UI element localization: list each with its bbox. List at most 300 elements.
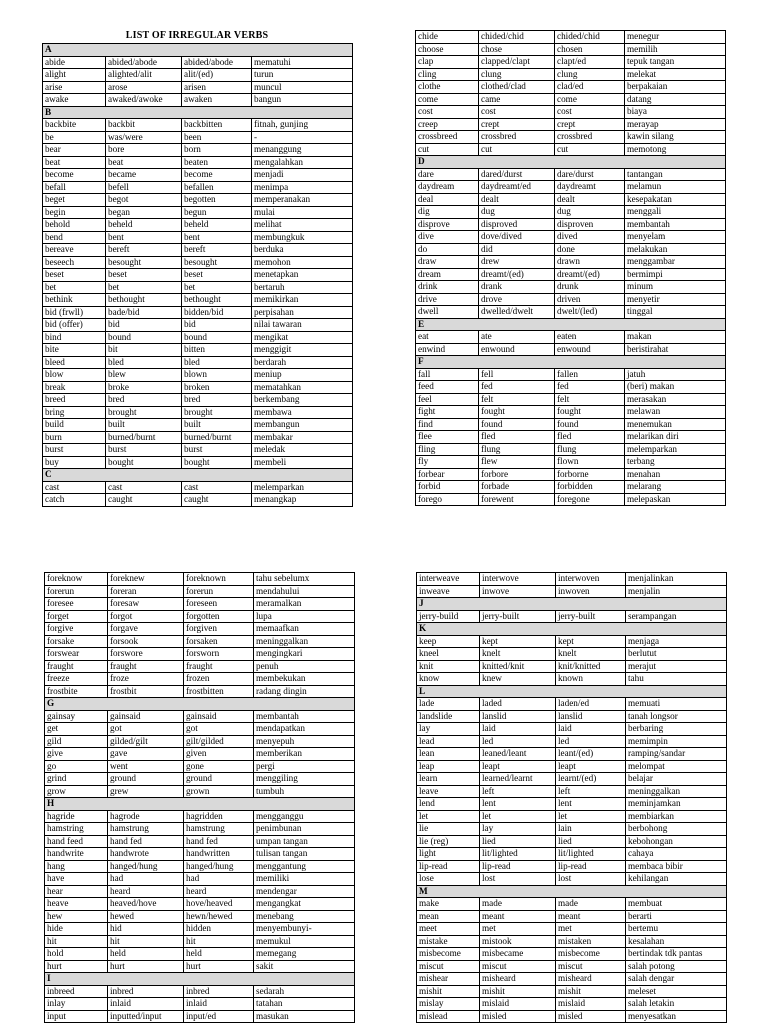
verb-base-form: mean: [417, 910, 480, 923]
verb-past-participle: crossbred: [555, 131, 625, 144]
verb-meaning: pergi: [254, 760, 355, 773]
verb-base-form: come: [416, 93, 479, 106]
verb-past-participle: lied: [556, 835, 626, 848]
verb-row: [417, 1010, 727, 1023]
verb-row: [45, 710, 355, 723]
verb-base-form: hear: [45, 885, 108, 898]
verb-row: [43, 381, 353, 394]
verb-base-form: befall: [43, 181, 106, 194]
verb-base-form: bend: [43, 231, 106, 244]
verb-meaning: lupa: [254, 610, 355, 623]
verb-base-form: beget: [43, 194, 106, 207]
verb-past-form: forbade: [479, 481, 555, 494]
verb-past-form: bet: [106, 281, 182, 294]
verb-past-participle: bidden/bid: [182, 306, 252, 319]
verb-base-form: breed: [43, 394, 106, 407]
verb-past-form: clapped/clapt: [479, 56, 555, 69]
verb-base-form: kneel: [417, 648, 480, 661]
verb-row: [417, 648, 727, 661]
verb-past-participle: found: [555, 418, 625, 431]
verb-past-participle: learnt/(ed): [556, 773, 626, 786]
letter-section-header: [417, 685, 727, 698]
verb-meaning: mengalahkan: [252, 156, 353, 169]
verb-past-form: flew: [479, 456, 555, 469]
verb-past-participle: foregone: [555, 493, 625, 506]
verb-base-form: frostbite: [45, 685, 108, 698]
verb-base-form: fight: [416, 406, 479, 419]
verb-base-form: bereave: [43, 244, 106, 257]
verb-past-form: kept: [480, 635, 556, 648]
verb-past-participle: bought: [182, 456, 252, 469]
verb-row: [43, 444, 353, 457]
verb-row: [43, 281, 353, 294]
verb-row: [416, 131, 726, 144]
section-letter: L: [417, 685, 727, 698]
verb-base-form: mistake: [417, 935, 480, 948]
document-title: LIST OF IRREGULAR VERBS: [125, 30, 269, 41]
verb-base-form: eat: [416, 331, 479, 344]
verb-meaning: berpakaian: [625, 81, 726, 94]
verb-meaning: masukan: [254, 1010, 355, 1023]
verb-past-form: awaked/awoke: [106, 94, 182, 107]
verb-row: [43, 194, 353, 207]
verb-past-form: jerry-built: [480, 610, 556, 623]
verb-row: [45, 573, 355, 586]
verb-base-form: backbite: [43, 119, 106, 132]
verb-past-form: dealt: [479, 193, 555, 206]
verb-meaning: menjalinkan: [626, 573, 727, 586]
verb-row: [43, 331, 353, 344]
verb-base-form: find: [416, 418, 479, 431]
verb-past-participle: forsaken: [184, 635, 254, 648]
verb-base-form: bid (frwll): [43, 306, 106, 319]
verb-base-form: grind: [45, 773, 108, 786]
verb-base-form: forswear: [45, 648, 108, 661]
verb-base-form: enwind: [416, 343, 479, 356]
verb-past-form: gainsaid: [108, 710, 184, 723]
verb-row: [43, 219, 353, 232]
verb-past-form: inlaid: [108, 998, 184, 1011]
verb-base-form: lip-read: [417, 860, 480, 873]
verb-base-form: input: [45, 1010, 108, 1023]
verb-past-form: heaved/hove: [108, 898, 184, 911]
verb-past-form: met: [480, 923, 556, 936]
verb-past-participle: clad/ed: [555, 81, 625, 94]
verb-row: [416, 481, 726, 494]
verb-past-participle: hurt: [184, 960, 254, 973]
verb-meaning: melamun: [625, 181, 726, 194]
verb-past-form: brought: [106, 406, 182, 419]
letter-section-header: [417, 598, 727, 611]
letter-section-header: [417, 623, 727, 636]
verb-meaning: menimpa: [252, 181, 353, 194]
verb-row: [43, 406, 353, 419]
verb-row: [43, 431, 353, 444]
verb-past-participle: broken: [182, 381, 252, 394]
verb-row: [45, 748, 355, 761]
verb-row: [416, 393, 726, 406]
verb-past-participle: begotten: [182, 194, 252, 207]
verb-meaning: menyelam: [625, 231, 726, 244]
verb-row: [45, 623, 355, 636]
verb-row: [416, 331, 726, 344]
verb-past-participle: meant: [556, 910, 626, 923]
verb-meaning: menegur: [625, 31, 726, 44]
verb-past-participle: arisen: [182, 81, 252, 94]
verb-past-participle: cut: [555, 143, 625, 156]
verb-base-form: cast: [43, 481, 106, 494]
verb-base-form: burst: [43, 444, 106, 457]
verb-base-form: behold: [43, 219, 106, 232]
verb-row: [45, 885, 355, 898]
verb-past-form: laid: [480, 723, 556, 736]
verb-row: [45, 610, 355, 623]
verb-meaning: menggambar: [625, 256, 726, 269]
verb-meaning: menjalin: [626, 585, 727, 598]
verb-base-form: make: [417, 898, 480, 911]
verb-past-participle: fled: [555, 431, 625, 444]
verb-past-form: became: [106, 169, 182, 182]
verb-past-participle: dived: [555, 231, 625, 244]
verb-meaning: membaca bibir: [626, 860, 727, 873]
verb-meaning: penimbunan: [254, 823, 355, 836]
verb-past-form: knew: [480, 673, 556, 686]
verb-past-participle: burned/burnt: [182, 431, 252, 444]
verb-past-participle: misled: [556, 1010, 626, 1023]
verb-meaning: belajar: [626, 773, 727, 786]
verb-past-form: clothed/clad: [479, 81, 555, 94]
verb-base-form: lay: [417, 723, 480, 736]
verb-meaning: meramalkan: [254, 598, 355, 611]
verb-past-form: was/were: [106, 131, 182, 144]
verb-past-participle: dwelt/(led): [555, 306, 625, 319]
section-letter: A: [43, 44, 353, 57]
verb-base-form: jerry-build: [417, 610, 480, 623]
verb-past-form: gilded/gilt: [108, 735, 184, 748]
verb-row: [45, 773, 355, 786]
verb-meaning: menyembunyi-: [254, 923, 355, 936]
verb-past-form: bled: [106, 356, 182, 369]
verb-row: [417, 760, 727, 773]
verb-base-form: forerun: [45, 585, 108, 598]
verb-past-form: cast: [106, 481, 182, 494]
verb-row: [43, 369, 353, 382]
verb-past-participle: handwritten: [184, 848, 254, 861]
verb-row: [43, 206, 353, 219]
verb-past-form: forewent: [479, 493, 555, 506]
verb-row: [417, 710, 727, 723]
letter-section-header: [45, 798, 355, 811]
verb-past-form: hid: [108, 923, 184, 936]
letter-section-header: [417, 885, 727, 898]
verb-row: [416, 406, 726, 419]
verb-past-form: burned/burnt: [106, 431, 182, 444]
verb-past-participle: driven: [555, 293, 625, 306]
verb-past-form: had: [108, 873, 184, 886]
verb-row: [43, 94, 353, 107]
verb-row: [45, 785, 355, 798]
verb-past-participle: foreseen: [184, 598, 254, 611]
verb-past-form: beset: [106, 269, 182, 282]
verb-past-form: built: [106, 419, 182, 432]
verb-meaning: menggali: [625, 206, 726, 219]
verb-past-participle: lent: [556, 798, 626, 811]
verb-base-form: beat: [43, 156, 106, 169]
verb-past-form: cut: [479, 143, 555, 156]
verb-base-form: cling: [416, 68, 479, 81]
verb-past-form: handwrote: [108, 848, 184, 861]
verb-row: [45, 598, 355, 611]
verb-base-form: keep: [417, 635, 480, 648]
verb-base-form: fall: [416, 368, 479, 381]
verb-base-form: mishit: [417, 985, 480, 998]
verb-past-form: lanslid: [480, 710, 556, 723]
verb-past-form: knitted/knit: [480, 660, 556, 673]
verb-meaning: mematahkan: [252, 381, 353, 394]
verb-base-form: cut: [416, 143, 479, 156]
verb-base-form: let: [417, 810, 480, 823]
verb-past-participle: foreknown: [184, 573, 254, 586]
verb-base-form: do: [416, 243, 479, 256]
verb-row: [416, 168, 726, 181]
verb-base-form: clothe: [416, 81, 479, 94]
letter-section-header: [43, 106, 353, 119]
verb-past-participle: been: [182, 131, 252, 144]
verb-row: [417, 585, 727, 598]
verb-meaning: minum: [625, 281, 726, 294]
verb-past-participle: forborne: [555, 468, 625, 481]
verb-past-participle: laden/ed: [556, 698, 626, 711]
verb-row: [45, 848, 355, 861]
verb-base-form: landslide: [417, 710, 480, 723]
verb-past-form: forbore: [479, 468, 555, 481]
verb-past-form: meant: [480, 910, 556, 923]
verb-past-participle: disproven: [555, 218, 625, 231]
verb-base-form: handwrite: [45, 848, 108, 861]
verb-past-form: ate: [479, 331, 555, 344]
verb-row: [416, 206, 726, 219]
verb-row: [43, 344, 353, 357]
verb-past-participle: done: [555, 243, 625, 256]
verb-past-participle: inwoven: [556, 585, 626, 598]
verb-past-form: held: [108, 948, 184, 961]
verb-past-participle: ground: [184, 773, 254, 786]
verb-past-form: went: [108, 760, 184, 773]
verb-past-form: dared/durst: [479, 168, 555, 181]
verb-meaning: memotong: [625, 143, 726, 156]
verb-row: [416, 193, 726, 206]
verb-row: [45, 685, 355, 698]
verb-base-form: lose: [417, 873, 480, 886]
verb-meaning: ramping/sandar: [626, 748, 727, 761]
verb-past-participle: forgotten: [184, 610, 254, 623]
verb-past-participle: bethought: [182, 294, 252, 307]
verb-row: [417, 873, 727, 886]
verb-list-panel-4: [416, 572, 726, 1023]
verb-base-form: begin: [43, 206, 106, 219]
verb-past-form: clung: [479, 68, 555, 81]
verb-row: [416, 68, 726, 81]
verb-row: [416, 93, 726, 106]
verb-meaning: membuat: [626, 898, 727, 911]
verb-base-form: lead: [417, 735, 480, 748]
letter-section-header: [416, 318, 726, 331]
verb-base-form: forget: [45, 610, 108, 623]
verb-past-form: fled: [479, 431, 555, 444]
verb-row: [43, 394, 353, 407]
verb-past-participle: lit/lighted: [556, 848, 626, 861]
verb-meaning: memikirkan: [252, 294, 353, 307]
verb-meaning: melihat: [252, 219, 353, 232]
verb-meaning: salah letakin: [626, 998, 727, 1011]
verb-past-participle: mishit: [556, 985, 626, 998]
verb-base-form: catch: [43, 494, 106, 507]
verb-meaning: perpisahan: [252, 306, 353, 319]
verb-row: [45, 723, 355, 736]
verb-base-form: dig: [416, 206, 479, 219]
verb-past-form: bereft: [106, 244, 182, 257]
verb-meaning: cahaya: [626, 848, 727, 861]
verb-meaning: jatuh: [625, 368, 726, 381]
verb-meaning: memohon: [252, 256, 353, 269]
verb-meaning: tantangan: [625, 168, 726, 181]
verb-past-form: drove: [479, 293, 555, 306]
verb-past-form: flung: [479, 443, 555, 456]
verb-row: [45, 660, 355, 673]
verb-base-form: become: [43, 169, 106, 182]
verb-row: [43, 294, 353, 307]
section-letter: C: [43, 469, 353, 482]
verb-meaning: melarang: [625, 481, 726, 494]
verb-meaning: menyepuh: [254, 735, 355, 748]
verb-past-participle: beaten: [182, 156, 252, 169]
verb-base-form: go: [45, 760, 108, 773]
verb-past-form: bred: [106, 394, 182, 407]
verb-past-form: knelt: [480, 648, 556, 661]
verb-row: [43, 231, 353, 244]
verb-past-form: hagrode: [108, 810, 184, 823]
verb-base-form: crossbreed: [416, 131, 479, 144]
verb-past-participle: dare/durst: [555, 168, 625, 181]
verb-row: [45, 648, 355, 661]
verb-past-participle: kept: [556, 635, 626, 648]
verb-meaning: berbohong: [626, 823, 727, 836]
verb-base-form: foresee: [45, 598, 108, 611]
verb-base-form: bid (offer): [43, 319, 106, 332]
verb-past-participle: burst: [182, 444, 252, 457]
verb-past-participle: bereft: [182, 244, 252, 257]
verb-past-form: lost: [480, 873, 556, 886]
verb-meaning: memilih: [625, 43, 726, 56]
verb-past-form: bent: [106, 231, 182, 244]
verb-row: [416, 231, 726, 244]
verb-past-participle: frozen: [184, 673, 254, 686]
verb-meaning: mematuhi: [252, 56, 353, 69]
verb-base-form: hurt: [45, 960, 108, 973]
verb-meaning: turun: [252, 69, 353, 82]
verb-past-form: hewed: [108, 910, 184, 923]
verb-past-form: bought: [106, 456, 182, 469]
verb-meaning: menggantung: [254, 860, 355, 873]
verb-past-participle: flown: [555, 456, 625, 469]
verb-past-form: interwove: [480, 573, 556, 586]
verb-past-participle: clapt/ed: [555, 56, 625, 69]
verb-row: [417, 960, 727, 973]
verb-past-form: learned/learnt: [480, 773, 556, 786]
verb-table: [416, 572, 727, 1023]
verb-past-form: bid: [106, 319, 182, 332]
verb-past-form: bethought: [106, 294, 182, 307]
verb-past-participle: lost: [556, 873, 626, 886]
verb-table: [415, 30, 726, 506]
verb-meaning: salah dengar: [626, 973, 727, 986]
verb-row: [45, 860, 355, 873]
verb-meaning: menanggung: [252, 144, 353, 157]
verb-past-participle: bet: [182, 281, 252, 294]
verb-base-form: lean: [417, 748, 480, 761]
verb-meaning: membangun: [252, 419, 353, 432]
verb-past-form: dug: [479, 206, 555, 219]
verb-row: [45, 935, 355, 948]
verb-past-form: forgot: [108, 610, 184, 623]
verb-past-form: leapt: [480, 760, 556, 773]
verb-row: [43, 456, 353, 469]
verb-meaning: memimpin: [626, 735, 727, 748]
verb-base-form: hew: [45, 910, 108, 923]
verb-base-form: bleed: [43, 356, 106, 369]
verb-past-form: let: [480, 810, 556, 823]
verb-past-form: did: [479, 243, 555, 256]
verb-base-form: hang: [45, 860, 108, 873]
verb-meaning: kawin silang: [625, 131, 726, 144]
verb-past-form: besought: [106, 256, 182, 269]
verb-past-form: forswore: [108, 648, 184, 661]
verb-past-form: dwelled/dwelt: [479, 306, 555, 319]
verb-past-participle: built: [182, 419, 252, 432]
verb-base-form: flee: [416, 431, 479, 444]
verb-past-form: lip-read: [480, 860, 556, 873]
verb-base-form: inweave: [417, 585, 480, 598]
verb-meaning: fitnah, gunjing: [252, 119, 353, 132]
verb-base-form: mishear: [417, 973, 480, 986]
verb-past-form: misbecame: [480, 948, 556, 961]
verb-meaning: kehilangan: [626, 873, 727, 886]
verb-past-form: lent: [480, 798, 556, 811]
verb-meaning: memuati: [626, 698, 727, 711]
verb-past-participle: held: [184, 948, 254, 961]
verb-base-form: lie (reg): [417, 835, 480, 848]
verb-row: [417, 723, 727, 736]
verb-meaning: menetapkan: [252, 269, 353, 282]
verb-past-participle: bitten: [182, 344, 252, 357]
verb-past-participle: fraught: [184, 660, 254, 673]
verb-past-form: forsook: [108, 635, 184, 648]
verb-past-participle: become: [182, 169, 252, 182]
verb-base-form: drive: [416, 293, 479, 306]
verb-row: [417, 898, 727, 911]
verb-past-form: bore: [106, 144, 182, 157]
verb-row: [417, 748, 727, 761]
verb-past-participle: befallen: [182, 181, 252, 194]
verb-past-participle: backbitten: [182, 119, 252, 132]
verb-row: [417, 998, 727, 1011]
verb-meaning: berarti: [626, 910, 727, 923]
verb-past-form: crossbred: [479, 131, 555, 144]
verb-meaning: tumbuh: [254, 785, 355, 798]
verb-base-form: knit: [417, 660, 480, 673]
verb-meaning: merayap: [625, 118, 726, 131]
verb-base-form: creep: [416, 118, 479, 131]
